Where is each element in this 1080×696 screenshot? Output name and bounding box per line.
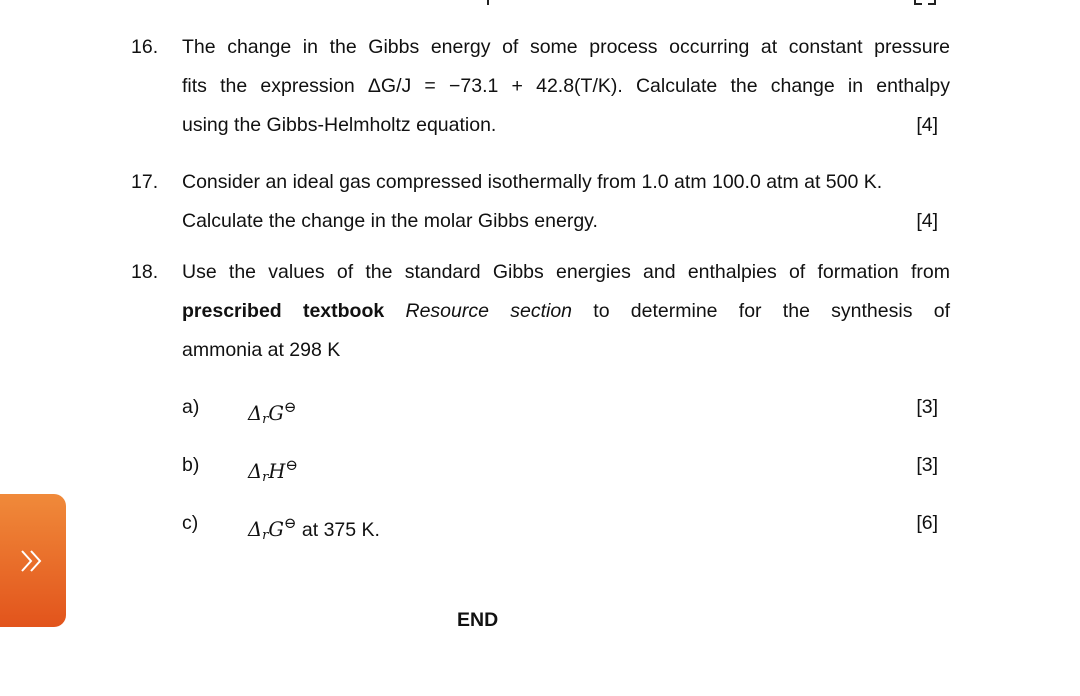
marks-label: [3]	[916, 454, 938, 476]
expand-panel-button[interactable]	[0, 494, 66, 627]
sub-part-label: a)	[182, 396, 200, 418]
marks-label: [4]	[916, 114, 938, 136]
cut-off-text-fragment	[484, 0, 494, 6]
question-text-line: ammonia at 298 K	[182, 339, 341, 361]
question-number: 18.	[131, 261, 159, 283]
question-text-line-mixed	[182, 292, 950, 330]
question-number: 16.	[131, 36, 159, 58]
question-text-line: Consider an ideal gas compressed isothermally from 1.0 atm 100.0 atm at 500 K.	[182, 171, 883, 193]
marks-label: [6]	[916, 512, 938, 534]
question-text-line: Use the values of the standard Gibbs energies and enthalpies of formation from	[182, 261, 950, 283]
question-text-line: using the Gibbs-Helmholtz equation.	[182, 114, 497, 136]
plain-text: to determine for the synthesis of	[593, 300, 950, 322]
question-text-line: The change in the Gibbs energy of some process occurring at constant pressure	[182, 36, 950, 58]
double-chevron-right-icon	[19, 548, 45, 574]
cut-off-marks-fragment	[908, 0, 938, 6]
sub-part-label: b)	[182, 454, 200, 476]
question-number: 17.	[131, 171, 159, 193]
marks-label: [4]	[916, 210, 938, 232]
question-text-line: fits the expression ΔG/J = −73.1 + 42.8(T/K). Calculate the change in enthalpy	[182, 75, 950, 97]
sub-part-label: c)	[182, 512, 199, 534]
end-label: END	[457, 609, 499, 631]
sub-part-expression: $\Delta_rH^⊖$	[248, 456, 298, 485]
bold-text: prescribed textbook	[182, 300, 385, 322]
sub-part-expression: $\Delta_rG^⊖$	[248, 398, 297, 427]
marks-label: [3]	[916, 396, 938, 418]
question-text-line: Calculate the change in the molar Gibbs energy.	[182, 210, 598, 232]
italic-text: Resource section	[405, 300, 573, 322]
sub-part-expression: $\Delta_rG^⊖$ at 375 K.	[248, 514, 380, 543]
